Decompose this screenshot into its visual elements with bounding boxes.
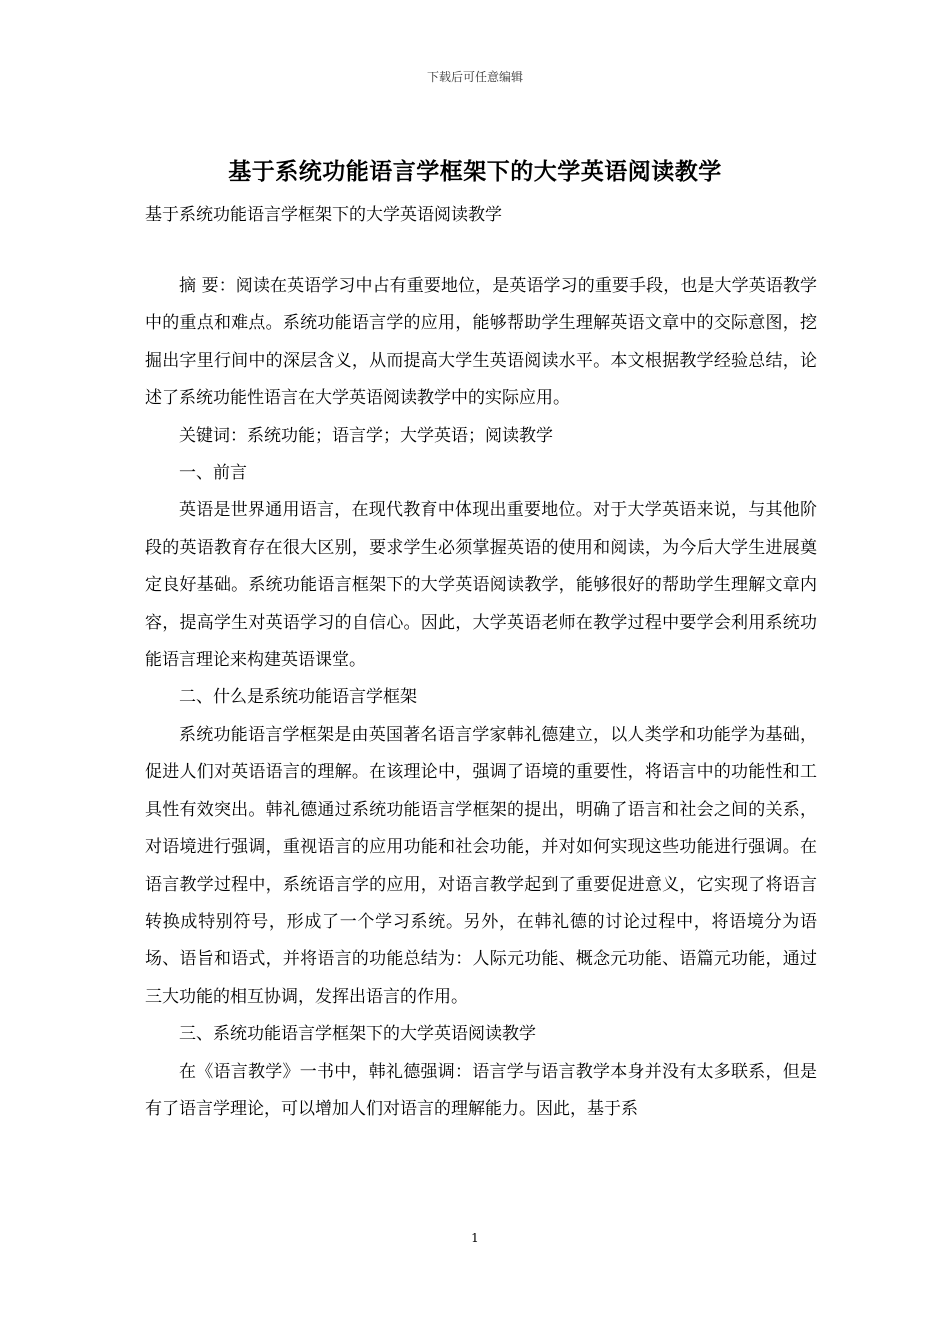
section-heading: 二、什么是系统功能语言学框架 — [179, 687, 417, 708]
section-heading: 三、系统功能语言学框架下的大学英语阅读教学 — [179, 1024, 536, 1045]
section-heading: 一、前言 — [179, 463, 247, 484]
page-number: 1 — [471, 1231, 479, 1245]
body-paragraph: 系统功能语言学框架是由英国著名语言学家韩礼德建立，以人类学和功能学为基础，促进人们对英语语言的理解。在该理论中，强调了语境的重要性，将语言中的功能性和工具性有效突出。韩礼德通过系统功能语言学框架的提出，明确了语言和社会之间的关系，对语境进行强调，重视语言的应用功能和社会功能，并对如何实现这些功能进行强调。在语言教学过程中，系统语言学的应用，对语言教学起到了重要促进意义，它实现了将语言转换成特别符号，形成了一个学习系统。另外，在韩礼德的讨论过程中，将语境分为语场、语旨和语式，并将语言的功能总结为：人际元功能、概念元功能、语篇元功能，通过三大功能的相互协调，发挥出语言的作用。 — [145, 724, 817, 1007]
body-paragraph: 英语是世界通用语言，在现代教育中体现出重要地位。对于大学英语来说，与其他阶段的英语教育存在很大区别，要求学生必须掌握英语的使用和阅读，为今后大学生进展奠定良好基础。系统功能语言框架下的大学英语阅读教学，能够很好的帮助学生理解文章内容，提高学生对英语学习的自信心。因此，大学英语老师在教学过程中要学会利用系统功能语言理论来构建英语课堂。 — [145, 500, 817, 671]
document-subtitle: 基于系统功能语言学框架下的大学英语阅读教学 — [145, 205, 502, 225]
keywords-paragraph: 关键词：系统功能；语言学；大学英语；阅读教学 — [179, 425, 553, 446]
document-title: 基于系统功能语言学框架下的大学英语阅读教学 — [228, 158, 722, 185]
page-header: 下载后可任意编辑 — [426, 70, 523, 84]
document-body — [145, 268, 817, 1128]
abstract-paragraph: 摘 要：阅读在英语学习中占有重要地位，是英语学习的重要手段，也是大学英语教学中的重点和难点。系统功能语言学的应用，能够帮助学生理解英语文章中的交际意图，挖掘出字里行间中的深层含义，从而提高大学生英语阅读水平。本文根据教学经验总结，论述了系统功能性语言在大学英语阅读教学中的实际应用。 — [145, 276, 817, 409]
body-paragraph: 在《语言教学》一书中，韩礼德强调：语言学与语言教学本身并没有太多联系，但是有了语言学理论，可以增加人们对语言的理解能力。因此，基于系 — [145, 1061, 817, 1119]
